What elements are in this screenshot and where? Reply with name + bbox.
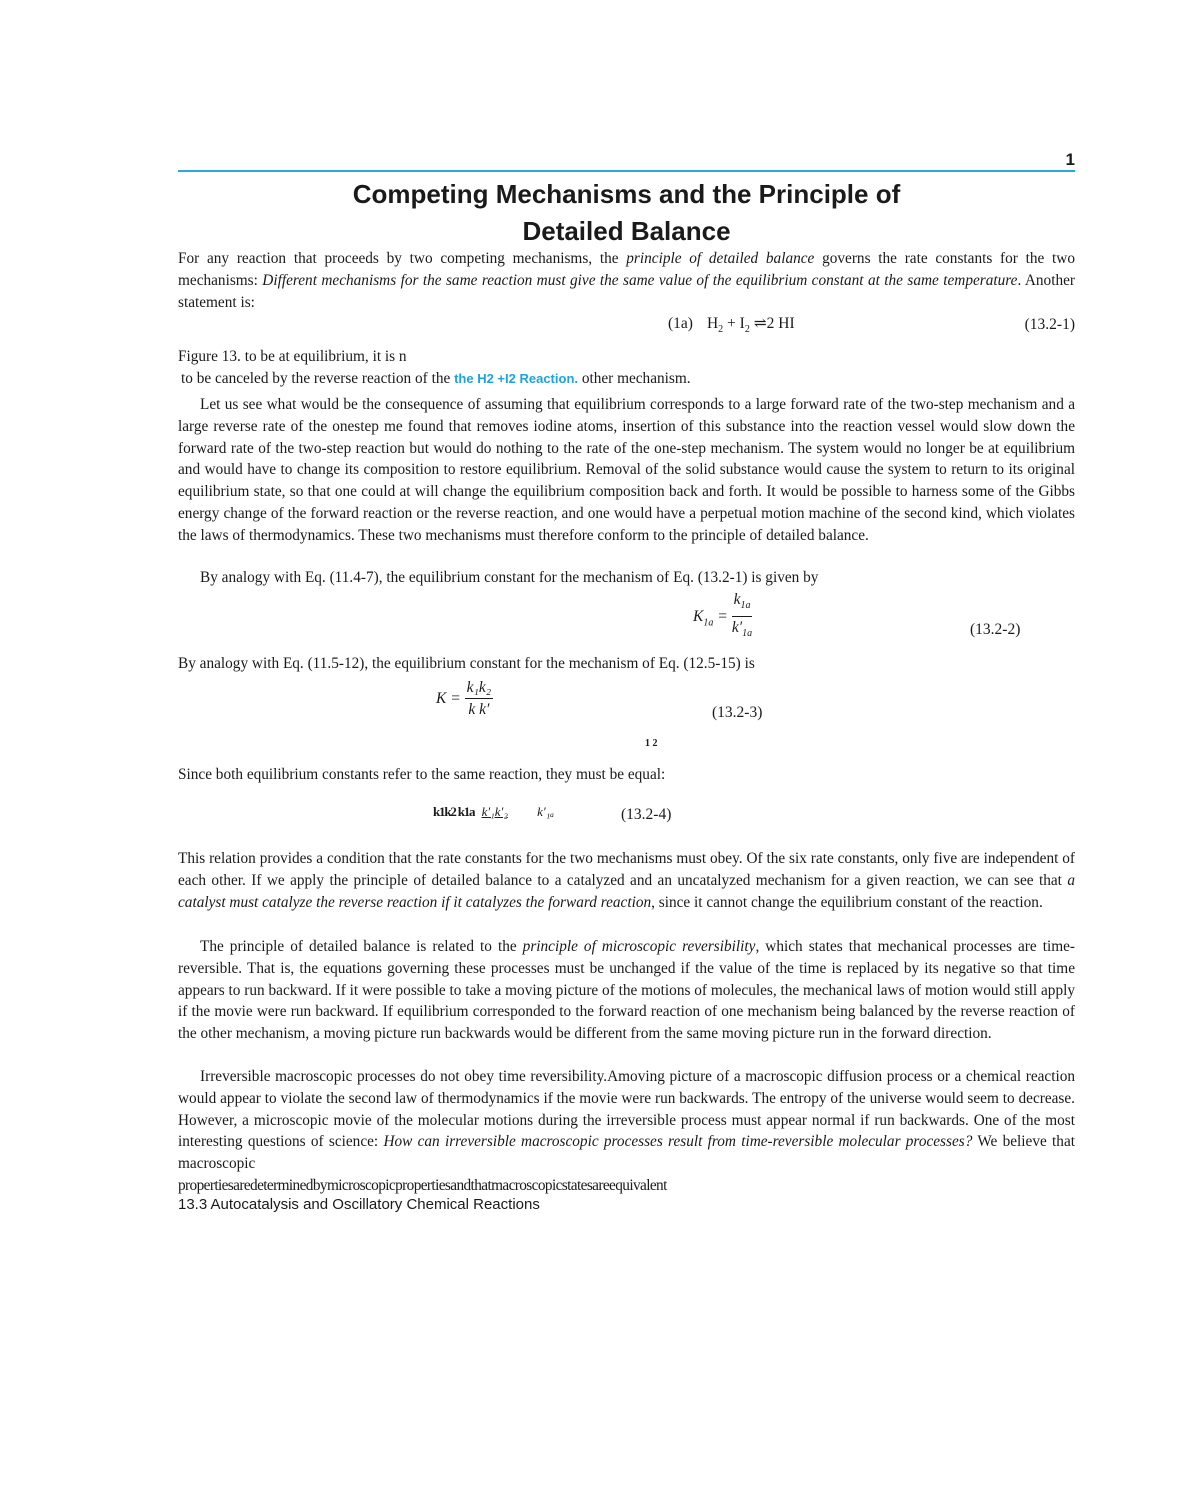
title-line-1: Competing Mechanisms and the Principle of [352, 179, 901, 209]
equation-number-13-2-3: (13.2-3) [712, 704, 763, 721]
paragraph-condition: This relation provides a condition that the rate constants for the two mechanisms must obey. Of the six rate constants, only five are independent of each other. If we apply the principle of detailed balance to a catalyzed and an uncatalyzed mechanism for a given reaction, we can see that a catalyst must catalyze the reverse reaction if it catalyzes the forward reaction, since it cannot change the equilibrium constant of the reaction. [178, 850, 1075, 911]
page-number: 1 [1065, 150, 1075, 169]
paragraph-irreversible: Irreversible macroscopic processes do not obey time reversibility.Amoving picture of a macroscopic diffusion process or a chemical reaction would appear to violate the second law of thermodynamics if the movie were run backwards. The entropy of the universe would seem to decrease. However, a microscopic movie of the molecular motions during the irreversible process must appear normal if run backwards. One of the most interesting questions of science: How can irreversible macroscopic processes result from time-reversible molecular processes? We believe that macroscopic [178, 1068, 1075, 1173]
paragraph-analogy-1: By analogy with Eq. (11.4-7), the equilibrium constant for the mechanism of Eq. (13.2-1) is given by [200, 569, 819, 586]
equation-number-13-2-2: (13.2-2) [970, 621, 1021, 638]
catalyst-statement: a catalyst must catalyze the reverse reaction if it catalyzes the forward reaction [178, 871, 1075, 911]
figure-caption-line-1: Figure 13. to be at equilibrium, it is n [178, 348, 407, 365]
equation-number-13-2-4: (13.2-4) [621, 806, 672, 823]
science-question: How can irreversible macroscopic processes result from time-reversible molecular processes? [383, 1133, 973, 1151]
paragraph-irreversible-tail: propertiesaredeterminedbymicroscopicpropertiesandthatmacroscopicstatesareequivalent [178, 1177, 667, 1194]
term-microscopic-reversibility: principle of microscopic reversibility [522, 938, 756, 955]
equation-13-2-2: $K_{1a}$ = $\frac{k_{1a}}{k'_{1a}}$ [693, 590, 752, 645]
paragraph-microscopic-reversibility: The principle of detailed balance is related to the principle of microscopic reversibility, which states that mechanical processes are time-reversible. That is, the equations governing these processes must be unchanged if the value of the time is replaced by its negative so that time appears to run backward. If it were possible to take a moving picture of the motions of molecules, the mechanical laws of motion would still apply if the movie were run backward. If equilibrium corresponded to the forward reaction of one mechanism being balanced by the reverse reaction of the other mechanism, a moving picture run backwards would be different from the same moving picture run in the forward direction. [178, 938, 1075, 1043]
page-title [178, 176, 1075, 250]
paragraph-analogy-2: By analogy with Eq. (11.5-12), the equilibrium constant for the mechanism of Eq. (12.5-15) is [178, 655, 755, 672]
document-page [178, 0, 1075, 1501]
figure-caption-line-2: to be canceled by the reverse reaction of the the H2 +I2 Reaction. other mechanism. [181, 370, 691, 387]
paragraph-consequence: Let us see what would be the consequence of assuming that equilibrium corresponds to a large forward rate of the two-step mechanism and a large reverse rate of the onestep me found that removes iodine atoms, insertion of this substance into the reaction vessel would slow down the forward rate of the two-step reaction but would do nothing to the rate of the one-step mechanism. The system would no longer be at equilibrium and would have to change its composition to restore equilibrium. Removal of the solid substance would cause the system to return to its original equilibrium state, so that one could at will change the equilibrium composition back and forth. It would be possible to harness some of the Gibbs energy change of the forward reaction or the reverse reaction, and one would have a perpetual motion machine of the second kind, which violates the laws of thermodynamics. These two mechanisms must therefore conform to the principle of detailed balance. [178, 396, 1075, 544]
principle-statement: Different mechanisms for the same reaction must give the same value of the equilibrium constant at the same temperature [262, 271, 1018, 289]
equation-13-2-4: k1k2 k1a k′₁k′₂ k′₁ₐ [433, 804, 555, 819]
intro-paragraph: For any reaction that proceeds by two competing mechanisms, the principle of detailed balance governs the rate constants for the two mechanisms: Different mechanisms for the same reaction must give the same value of the equilibrium constant at the same temperature. Another statement is: [178, 250, 1075, 311]
figure-link[interactable]: the H2 +I2 Reaction. [454, 371, 578, 386]
fraction-k1k2: $\frac{\text{k₁k₂}}{\text{k k′}}$ [466, 679, 492, 718]
stray-subscript: 1 2 [645, 738, 658, 749]
equation-13-2-3: K = $\frac{\text{k₁k₂}}{\text{k k′}}$ [436, 678, 493, 721]
term-detailed-balance: principle of detailed balance [626, 250, 815, 267]
equation-number-13-2-1: (13.2-1) [1024, 316, 1075, 333]
equation-13-2-1: (1a) $H_2 + I_2$ ⇌2 HI [668, 315, 795, 336]
fraction-k1a: $\frac{k_{1a}}{k'_{1a}}$ [731, 591, 753, 640]
header-rule [178, 170, 1075, 172]
paragraph-equal: Since both equilibrium constants refer to the same reaction, they must be equal: [178, 766, 666, 783]
title-line-2: Detailed Balance [522, 216, 731, 246]
section-heading-footer: 13.3 Autocatalysis and Oscillatory Chemical Reactions [178, 1196, 540, 1213]
